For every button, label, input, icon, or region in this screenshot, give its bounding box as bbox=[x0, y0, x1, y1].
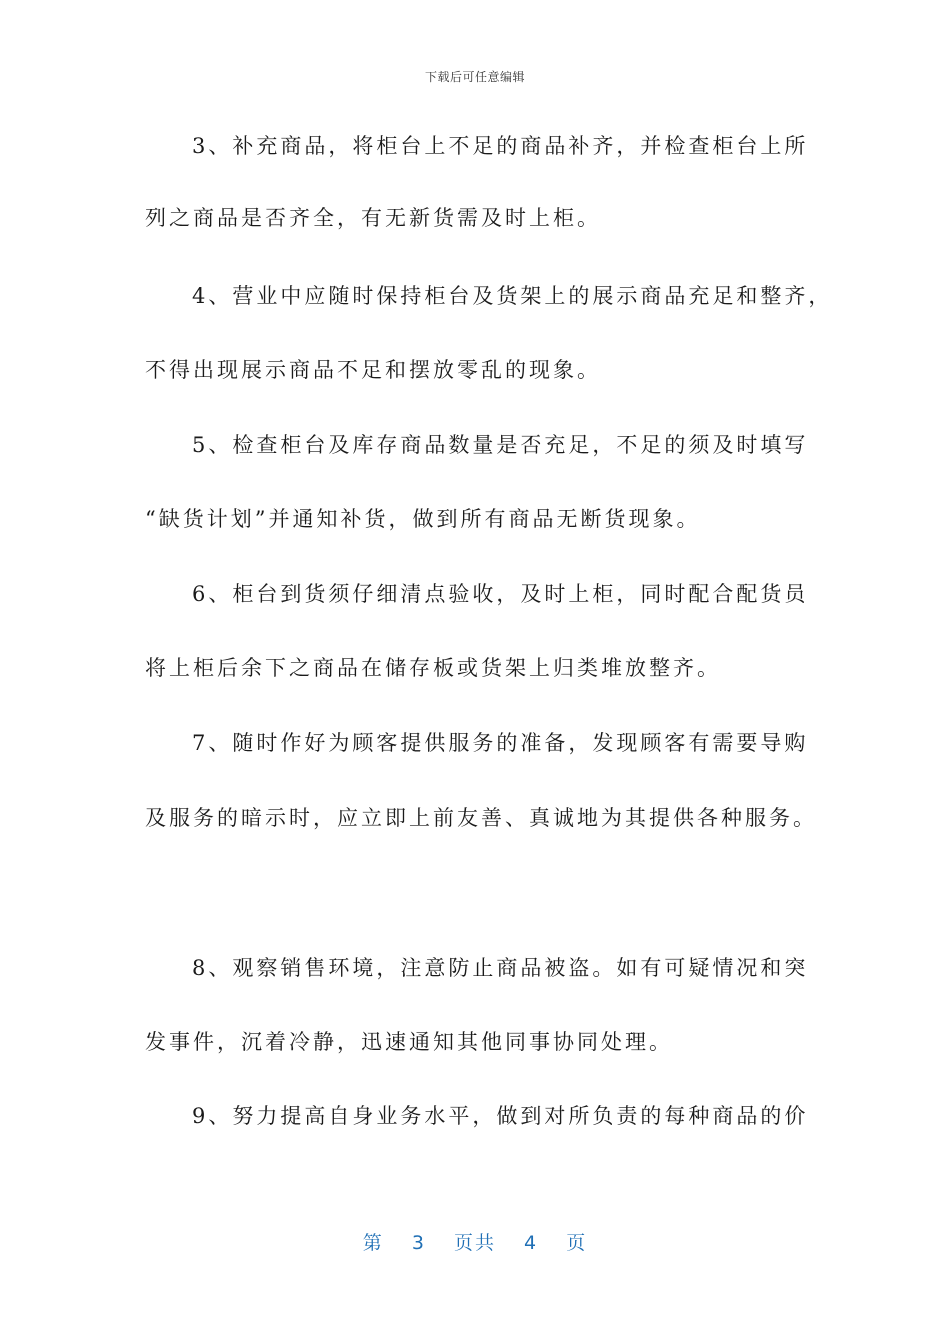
page-label-suffix: 页 bbox=[566, 1232, 588, 1254]
paragraph-line: 及服务的暗示时，应立即上前友善、真诚地为其提供各种服务。 bbox=[145, 806, 817, 830]
page-header: 下载后可任意编辑 bbox=[424, 70, 525, 84]
paragraph-line: 7、随时作好为顾客提供服务的准备，发现顾客有需要导购 bbox=[192, 731, 809, 755]
paragraph-line: 4、营业中应随时保持柜台及货架上的展示商品充足和整齐， bbox=[192, 284, 833, 308]
paragraph-line: 发事件，沉着冷静，迅速通知其他同事协同处理。 bbox=[145, 1030, 673, 1054]
paragraph-line: 列之商品是否齐全，有无新货需及时上柜。 bbox=[145, 206, 601, 230]
page-footer bbox=[0, 1228, 950, 1255]
total-pages-number: 4 bbox=[524, 1232, 539, 1254]
paragraph-line: 5、检查柜台及库存商品数量是否充足，不足的须及时填写 bbox=[192, 433, 809, 457]
paragraph-line: 将上柜后余下之商品在储存板或货架上归类堆放整齐。 bbox=[145, 656, 721, 680]
page-label-middle: 页共 bbox=[453, 1232, 496, 1254]
paragraph-line: 8、观察销售环境，注意防止商品被盗。如有可疑情况和突 bbox=[192, 956, 809, 980]
paragraph-line: 3、补充商品，将柜台上不足的商品补齐，并检查柜台上所 bbox=[192, 134, 809, 158]
paragraph-line: 不得出现展示商品不足和摆放零乱的现象。 bbox=[145, 358, 601, 382]
current-page-number: 3 bbox=[411, 1232, 426, 1254]
paragraph-line: “缺货计划”并通知补货，做到所有商品无断货现象。 bbox=[145, 507, 701, 531]
paragraph-line: 6、柜台到货须仔细清点验收，及时上柜，同时配合配货员 bbox=[192, 582, 809, 606]
paragraph-line: 9、努力提高自身业务水平，做到对所负责的每种商品的价 bbox=[192, 1104, 809, 1128]
page-label-prefix: 第 bbox=[362, 1232, 384, 1254]
